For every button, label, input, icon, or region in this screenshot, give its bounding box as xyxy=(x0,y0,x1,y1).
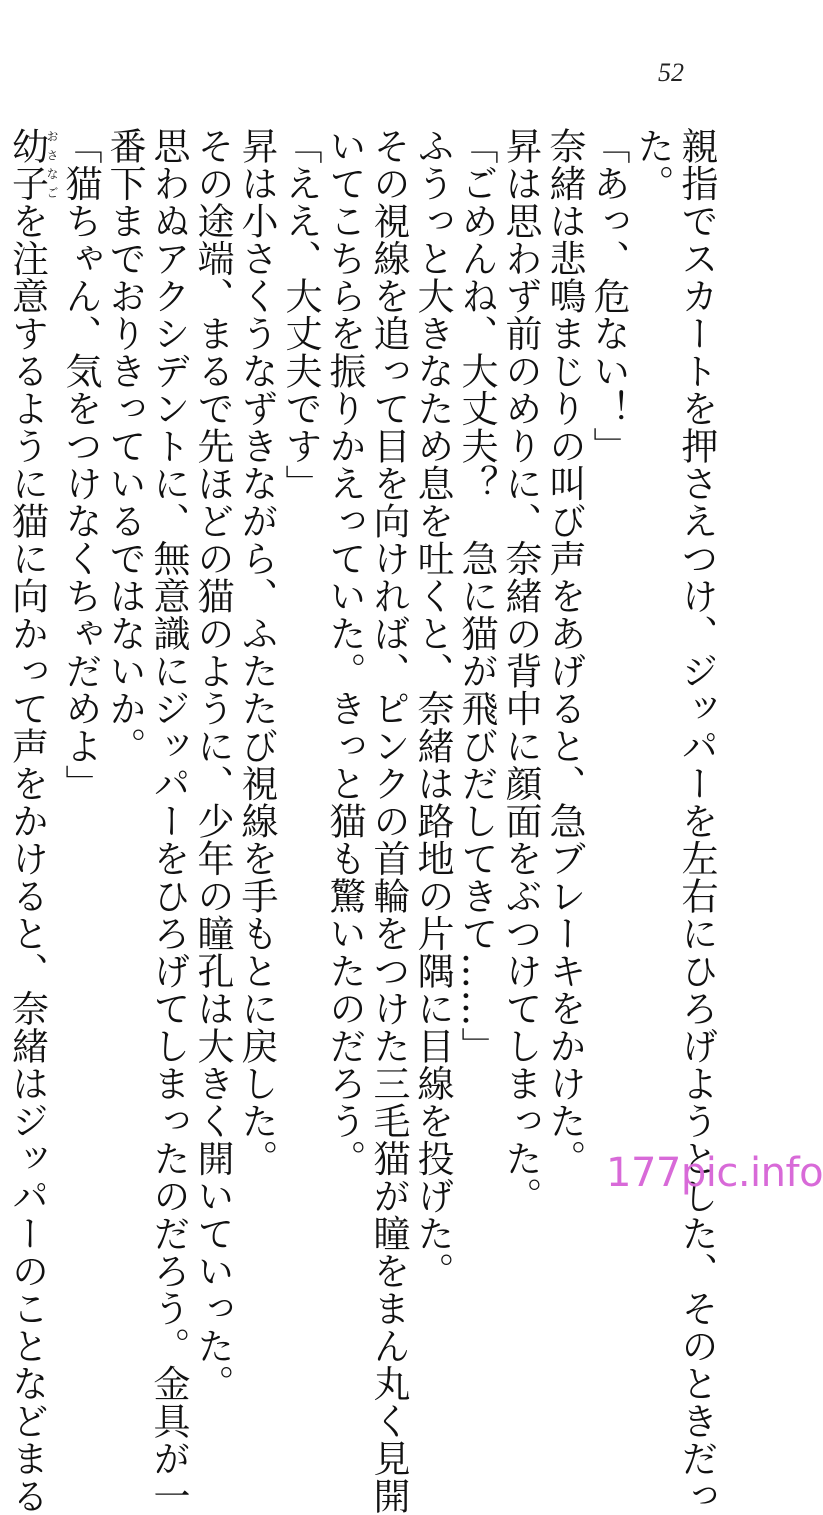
page-number: 52 xyxy=(658,58,684,87)
text-line: 「猫ちゃん、気をつけなくちゃだめよ」 xyxy=(59,127,102,802)
text-line: 「ええ、大丈夫です」 xyxy=(279,127,322,502)
text-line: 親指でスカートを押さえつけ、ジッパーを左右にひろげようとした、そのときだっ xyxy=(675,127,718,1515)
watermark: 177pic.info xyxy=(606,1150,823,1196)
text-line: 「あっ、危ない！」 xyxy=(587,127,630,465)
text-line: 「ごめんね、大丈夫？ 急に猫が飛びだしてきて……」 xyxy=(455,127,498,1065)
text-line: 番下までおりきっているではないか。 xyxy=(103,127,146,765)
text-line: ふうっと大きなため息を吐くと、奈緒は路地の片隅に目線を投げた。 xyxy=(411,127,454,1290)
ruby-word xyxy=(5,127,59,202)
text-line: 奈緒は悲鳴まじりの叫び声をあげると、急ブレーキをかけた。 xyxy=(543,127,586,1177)
text-line: 思わぬアクシデントに、無意識にジッパーをひろげてしまったのだろう。金具が一 xyxy=(147,127,190,1515)
text-line: た。 xyxy=(631,127,674,202)
ruby-reading: おさなご xyxy=(45,127,59,202)
text-line: その視線を追って目を向ければ、ピンクの首輪をつけた三毛猫が瞳をまん丸く見開 xyxy=(367,127,410,1515)
text-line-rest: を注意するように猫に向かって声をかけると、奈緒はジッパーのことなどまる xyxy=(5,202,49,1515)
text-line: 昇は小さくうなずきながら、ふたたび視線を手もとに戻した。 xyxy=(235,127,278,1177)
text-line-with-ruby xyxy=(5,127,59,1515)
text-line: いてこちらを振りかえっていた。きっと猫も驚いたのだろう。 xyxy=(323,127,366,1177)
text-line: その途端、まるで先ほどの猫のように、少年の瞳孔は大きく開いていった。 xyxy=(191,127,234,1402)
text-line: 昇は思わず前のめりに、奈緒の背中に顔面をぶつけてしまった。 xyxy=(499,127,542,1215)
ruby-base: 幼子 xyxy=(5,127,49,202)
